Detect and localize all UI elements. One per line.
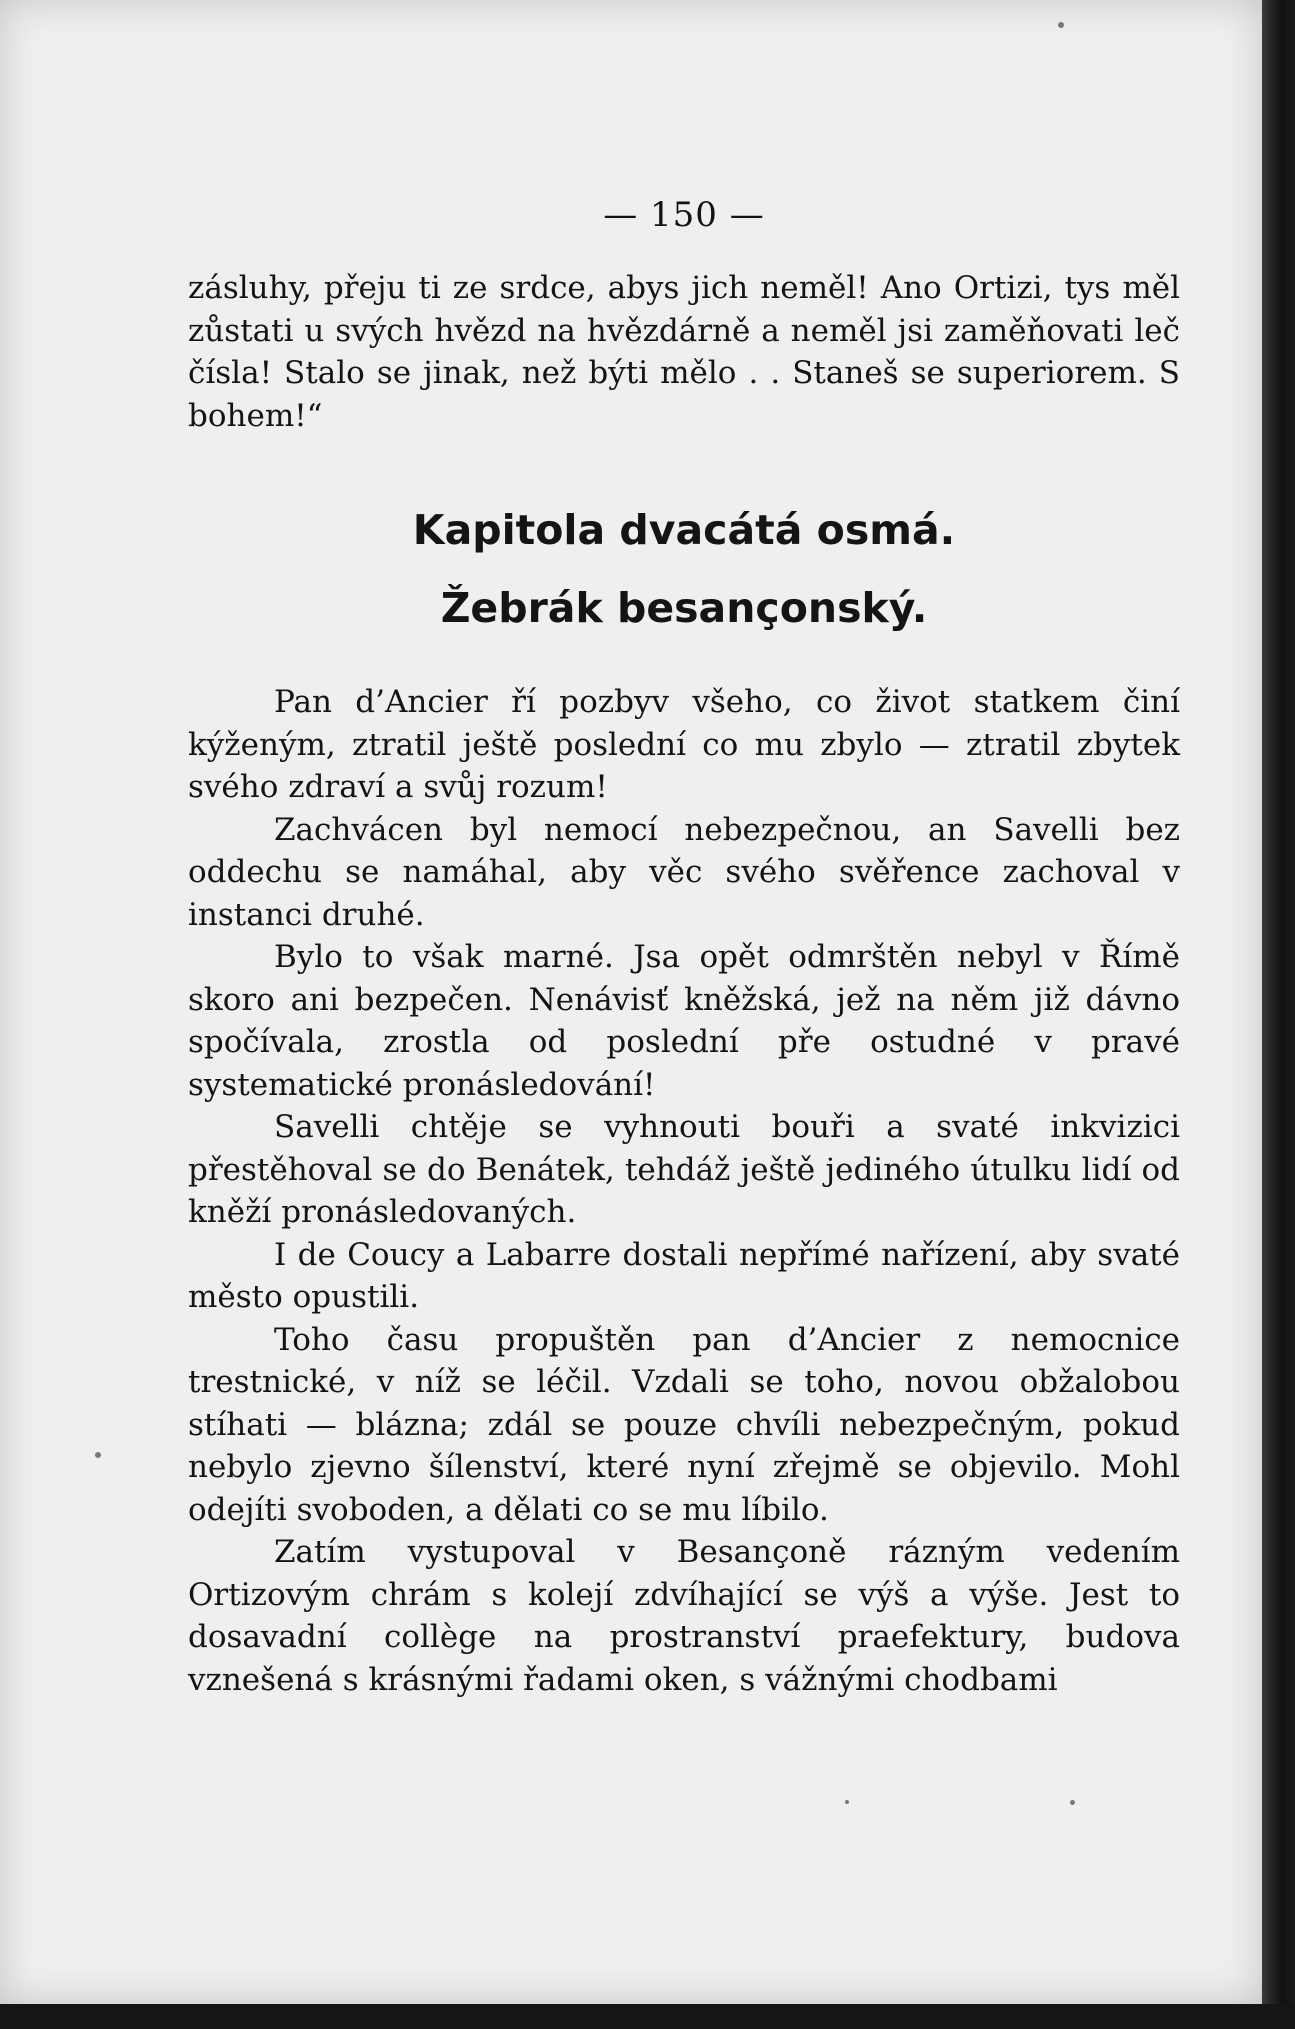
print-speck [1070, 1800, 1075, 1805]
print-speck [1058, 22, 1064, 28]
paragraph: Zachvácen byl nemocí nebezpečnou, an Savelli bez oddechu se namáhal, aby věc svého svěřence zachoval v instanci druhé. [188, 811, 1180, 933]
paragraph: Toho času propuštěn pan d’Ancier z nemocnice trestnické, v níž se léčil. Vzdali se toho, novou obžalobou stíhati — blázna; zdál se pouze chvíli nebezpečným, pokud nebylo zjevno šílenství, které nyní zřejmě se objevilo. Mohl odejíti svoboden, a dělati co se mu líbilo. [188, 1321, 1180, 1528]
print-speck [845, 1800, 849, 1804]
print-speck [95, 1452, 101, 1458]
page-content [188, 195, 1180, 1701]
paragraph: Zatím vystupoval v Besançoně rázným vedením Ortizovým chrám s kolejí zdvíhající se výš a výše. Jest to dosavadní collège na prostranství praefektury, budova vznešená s krásnými řadami oken, s vážnými chodbami [188, 1534, 1180, 1698]
chapter-title: Kapitola dvacátá osmá. [412, 506, 956, 554]
opening-paragraph: zásluhy, přeju ti ze srdce, abys jich neměl! Ano Ortizi, tys měl zůstati u svých hvězd na hvězdárně a neměl jsi zaměňovati leč čísla! Stalo se jinak, než býti mělo . . Staneš se superiorem. S bohem!“ [188, 270, 1180, 434]
chapter-subtitle: Žebrák besançonský. [440, 584, 928, 632]
page-edge-shadow [1262, 0, 1295, 2029]
paragraph: Bylo to však marné. Jsa opět odmrštěn nebyl v Římě skoro ani bezpečen. Nenávisť kněžská, jež na něm již dávno spočívala, zrostla od poslední pře ostudné v pravé systematické pronásledování! [188, 939, 1180, 1103]
page-bottom-border [0, 2004, 1295, 2029]
paragraph: Savelli chtěje se vyhnouti bouři a svaté inkvizici přestěhoval se do Benátek, tehdáž ještě jediného útulku lidí od kněží pronásledovaných. [188, 1109, 1180, 1230]
paragraph: Pan d’Ancier ří pozbyv všeho, co život statkem činí kýženým, ztratil ještě poslední co mu zbylo — ztratil zbytek svého zdraví a svůj rozum! [188, 684, 1180, 805]
page-number: — 150 — [603, 195, 765, 235]
paragraph: I de Coucy a Labarre dostali nepřímé nařízení, aby svaté město opustili. [188, 1236, 1180, 1315]
